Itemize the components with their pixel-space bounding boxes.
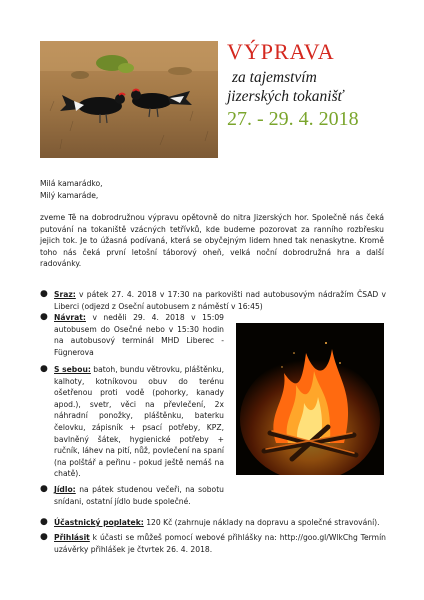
list-item-meeting bbox=[40, 289, 386, 312]
bullet-icon: ● bbox=[40, 289, 48, 299]
campfire-photo bbox=[236, 323, 384, 475]
greeting-female: Milá kamarádko, bbox=[40, 179, 103, 188]
registration-text: k účasti se můžeš pomocí webové přihlášky na: http://goo.gl/WlkChg Termín uzávěrky přihlášek je čtvrtek 26. 4. 2018. bbox=[54, 533, 386, 554]
bullet-icon: ● bbox=[40, 517, 48, 527]
fee-label: Účastnický poplatek: bbox=[54, 518, 144, 527]
event-dates: 27. - 29. 4. 2018 bbox=[227, 108, 359, 130]
list-item-body bbox=[54, 312, 224, 358]
black-grouse-photo bbox=[40, 41, 218, 158]
page-title: VÝPRAVA bbox=[227, 39, 335, 64]
list-item-food bbox=[40, 484, 224, 507]
food-text: na pátek studenou večeři, na sobotu snídani, ostatní jídlo bude společné. bbox=[54, 485, 224, 506]
bullet-icon: ● bbox=[40, 484, 48, 494]
meeting-text: v pátek 27. 4. 2018 v 17:30 na parkovišti nad autobusovým nádražím ČSAD v Liberci (odjezd z Oseční autobusem z náměstí v 16:45) bbox=[54, 290, 386, 311]
greeting-male: Milý kamaráde, bbox=[40, 190, 99, 200]
bullet-icon: ● bbox=[40, 312, 48, 322]
fee-text: 120 Kč (zahrnuje náklady na dopravu a společné stravování). bbox=[143, 518, 380, 527]
intro-paragraph: zveme Tě na dobrodružnou výpravu opětovně do nitra Jizerských hor. Společně nás čeká putování na tokaniště vzácných tetřívků, kde budeme pozorovat za ranního rozbřesku jejich tok. Je to úžasná podívaná, která se obyčejným lidem hned tak nenaskytne. Kromě toho nás čeká první letošní táborový oheň, velká noční dobrodružná hra a další radovánky. bbox=[40, 213, 384, 269]
return-label: Návrat: bbox=[54, 313, 86, 322]
bullet-icon: ● bbox=[40, 532, 48, 542]
list-item-body bbox=[54, 517, 386, 529]
list-item-body bbox=[54, 289, 386, 312]
packing-text: batoh, bundu větrovku, pláštěnku, kalhoty, kotníkovou obuv do terénu ošetřenou proti vodě (pohorky, kanady apod.), svetr, věci na převlečení, 2x náhradní ponožky, pláštěnku, baterku čelovku, zápisník + psací potřeby, KPZ, bavlněný šátek, hygienické potřeby + ručník, láhev na pití, nůž, povlečení na spaní (na polštář a peřinu - pokud ještě nemáš na chatě). bbox=[54, 365, 224, 479]
list-item-body bbox=[54, 532, 386, 555]
packing-label: S sebou: bbox=[54, 365, 91, 374]
list-item-body bbox=[54, 484, 224, 507]
return-text: v neděli 29. 4. 2018 v 15:09 autobusem do Osečné nebo v 15:30 hodin na autobusový terminál MHD Liberec - Fügnerova bbox=[54, 313, 224, 357]
list-item-body bbox=[54, 364, 224, 480]
bullet-icon: ● bbox=[40, 364, 48, 374]
list-item-packing bbox=[40, 364, 224, 480]
meeting-label: Sraz: bbox=[54, 290, 76, 299]
registration-label: Přihlásit bbox=[54, 533, 90, 542]
food-label: Jídlo: bbox=[54, 485, 76, 494]
subtitle-line-2: jizerských tokanišť bbox=[227, 88, 344, 105]
subtitle-line-1: za tajemstvím bbox=[232, 69, 317, 86]
list-item-fee bbox=[40, 517, 386, 529]
list-item-return bbox=[40, 312, 224, 358]
list-item-registration bbox=[40, 532, 386, 555]
